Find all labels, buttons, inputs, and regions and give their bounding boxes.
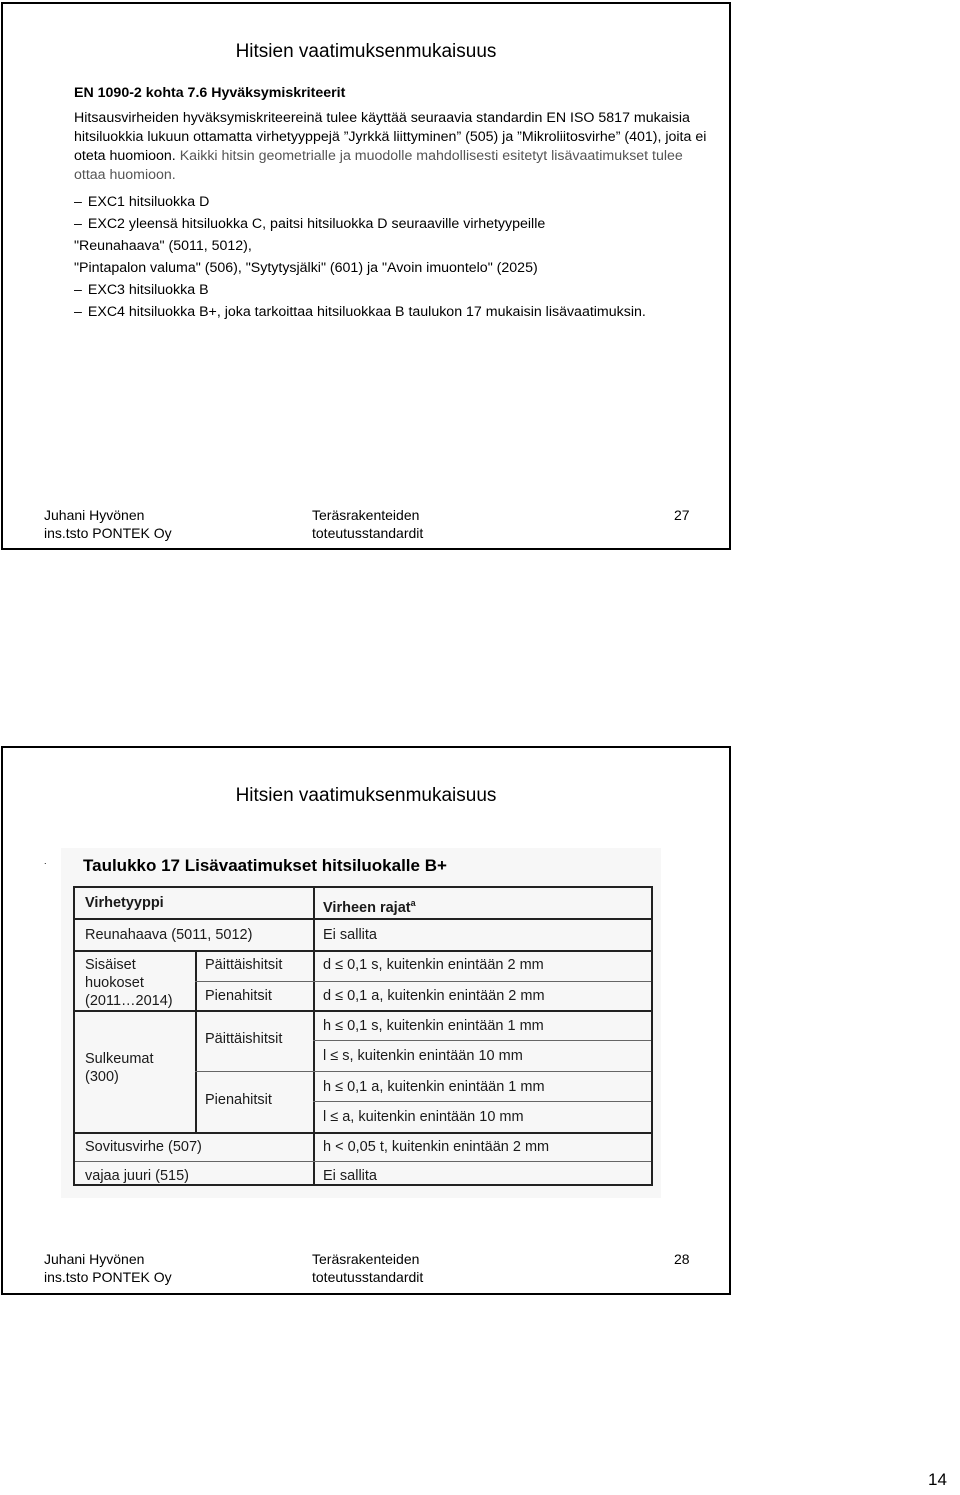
list-item-text: EXC4 hitsiluokka B+, joka tarkoittaa hitsiluokkaa B taulukon 17 mukaisin lisävaatimuksin. (87, 304, 646, 320)
stray-dot: . (44, 856, 47, 866)
footer-page-number: 28 (674, 1251, 690, 1267)
list-item (74, 281, 714, 300)
paragraph-text: Hitsausvirheiden hyväksymiskriteereinä tulee käyttää seuraavia standardin EN ISO 5817 mukaisia hitsiluokkia lukuun ottamatta virhetyyppejä ”Jyrkkä liittyminen” (505) ja ”Mikroliitosvirhe” (401), joita ei oteta huomioon. (74, 110, 707, 164)
list-item (74, 237, 714, 256)
limit-sulk-piena-1: h ≤ 0,1 a, kuitenkin enintään 1 mm (323, 1079, 545, 1095)
limit-sis-piena: d ≤ 0,1 a, kuitenkin enintään 2 mm (323, 988, 545, 1004)
grid-line (195, 981, 651, 982)
paragraph (74, 109, 714, 185)
row-sulkeumat-line2: (300) (85, 1069, 119, 1085)
grid-line (195, 1071, 651, 1072)
grid-line (313, 1132, 315, 1186)
paragraph-text-gray: Kaikki hitsin geometrialle ja muodolle mahdollisesti esitetyt lisävaatimukset tulee ottaa huomioon. (74, 148, 683, 183)
row-reunahaava: Reunahaava (5011, 5012) (85, 927, 253, 943)
header-virheen-rajat: Virheen rajat$^a$ (323, 898, 416, 916)
row-sisaiset-line1: Sisäiset (85, 957, 136, 973)
list-item (74, 193, 714, 212)
row-vajaa-juuri: vajaa juuri (515) (85, 1168, 189, 1184)
limit-sulk-paitt-1: h ≤ 0,1 s, kuitenkin enintään 1 mm (323, 1018, 544, 1034)
grid-line (75, 918, 651, 920)
dash-list (74, 193, 714, 322)
limit-sulk-paitt-2: l ≤ s, kuitenkin enintään 10 mm (323, 1048, 523, 1064)
dash-bullet: – (74, 194, 82, 210)
sub-paittaishitsit: Päittäishitsit (205, 1031, 283, 1047)
list-item-text: EXC2 yleensä hitsiluokka C, paitsi hitsiluokka D seuraaville virhetyypeille (87, 216, 546, 232)
limit-sovitusvirhe: h < 0,05 t, kuitenkin enintään 2 mm (323, 1139, 550, 1155)
grid-line (313, 1101, 651, 1102)
footer-topic-line2: toteutusstandardit (312, 1269, 424, 1285)
slide-28 (1, 746, 731, 1295)
list-item-text: EXC3 hitsiluokka B (87, 282, 209, 298)
row-sisaiset-line3: (2011…2014) (85, 993, 173, 1009)
grid-line (75, 950, 651, 952)
table-title: Taulukko 17 Lisävaatimukset hitsiluokalle B+ (83, 856, 447, 875)
slide-title: Hitsien vaatimuksenmukaisuus (235, 785, 497, 806)
list-item (74, 215, 714, 234)
grid-line (75, 1132, 651, 1134)
footer-company: ins.tsto PONTEK Oy (44, 525, 172, 541)
list-item-text: EXC1 hitsiluokka D (87, 194, 210, 210)
dash-bullet: – (74, 216, 82, 232)
list-item (74, 303, 714, 322)
grid-line (313, 1040, 651, 1041)
slide-27 (1, 2, 731, 550)
list-item-text: "Pintapalon valuma" (506), "Sytytysjälki" (601) ja "Avoin imuontelo" (2025) (74, 260, 538, 276)
header-virhetyyppi: Virhetyyppi (85, 895, 164, 911)
grid-line (195, 950, 197, 1132)
section-heading: EN 1090-2 kohta 7.6 Hyväksymiskriteerit (74, 85, 346, 101)
sub-pienahitsit: Pienahitsit (205, 988, 272, 1004)
limit-vajaa-juuri: Ei sallita (323, 1168, 377, 1184)
limit-sulk-piena-2: l ≤ a, kuitenkin enintään 10 mm (323, 1109, 524, 1125)
footer-topic-line1: Teräsrakenteiden (312, 1251, 420, 1267)
sub-paittaishitsit: Päittäishitsit (205, 957, 283, 973)
footer-author: Juhani Hyvönen (44, 1251, 145, 1267)
row-sulkeumat-line1: Sulkeumat (85, 1051, 154, 1067)
dash-bullet: – (74, 282, 82, 298)
requirements-table-image (61, 848, 661, 1198)
limit-reunahaava: Ei sallita (323, 927, 377, 943)
limit-sis-paitt: d ≤ 0,1 s, kuitenkin enintään 2 mm (323, 957, 544, 973)
row-sovitusvirhe: Sovitusvirhe (507) (85, 1139, 202, 1155)
sub-pienahitsit: Pienahitsit (205, 1092, 272, 1108)
footer-company: ins.tsto PONTEK Oy (44, 1269, 172, 1285)
footer-page-number: 27 (674, 507, 690, 523)
slide-title: Hitsien vaatimuksenmukaisuus (235, 41, 497, 62)
slide-body (74, 84, 714, 325)
footer-author: Juhani Hyvönen (44, 507, 145, 523)
row-sisaiset-line2: huokoset (85, 975, 144, 991)
document-page-number: 14 (928, 1470, 947, 1489)
grid-line (75, 1161, 651, 1162)
list-item (74, 259, 714, 278)
table-grid (73, 886, 653, 1186)
footer-topic-line2: toteutusstandardit (312, 525, 424, 541)
grid-line (75, 1010, 651, 1012)
list-item-text: "Reunahaava" (5011, 5012), (74, 238, 252, 254)
dash-bullet: – (74, 304, 82, 320)
footer-topic-line1: Teräsrakenteiden (312, 507, 420, 523)
